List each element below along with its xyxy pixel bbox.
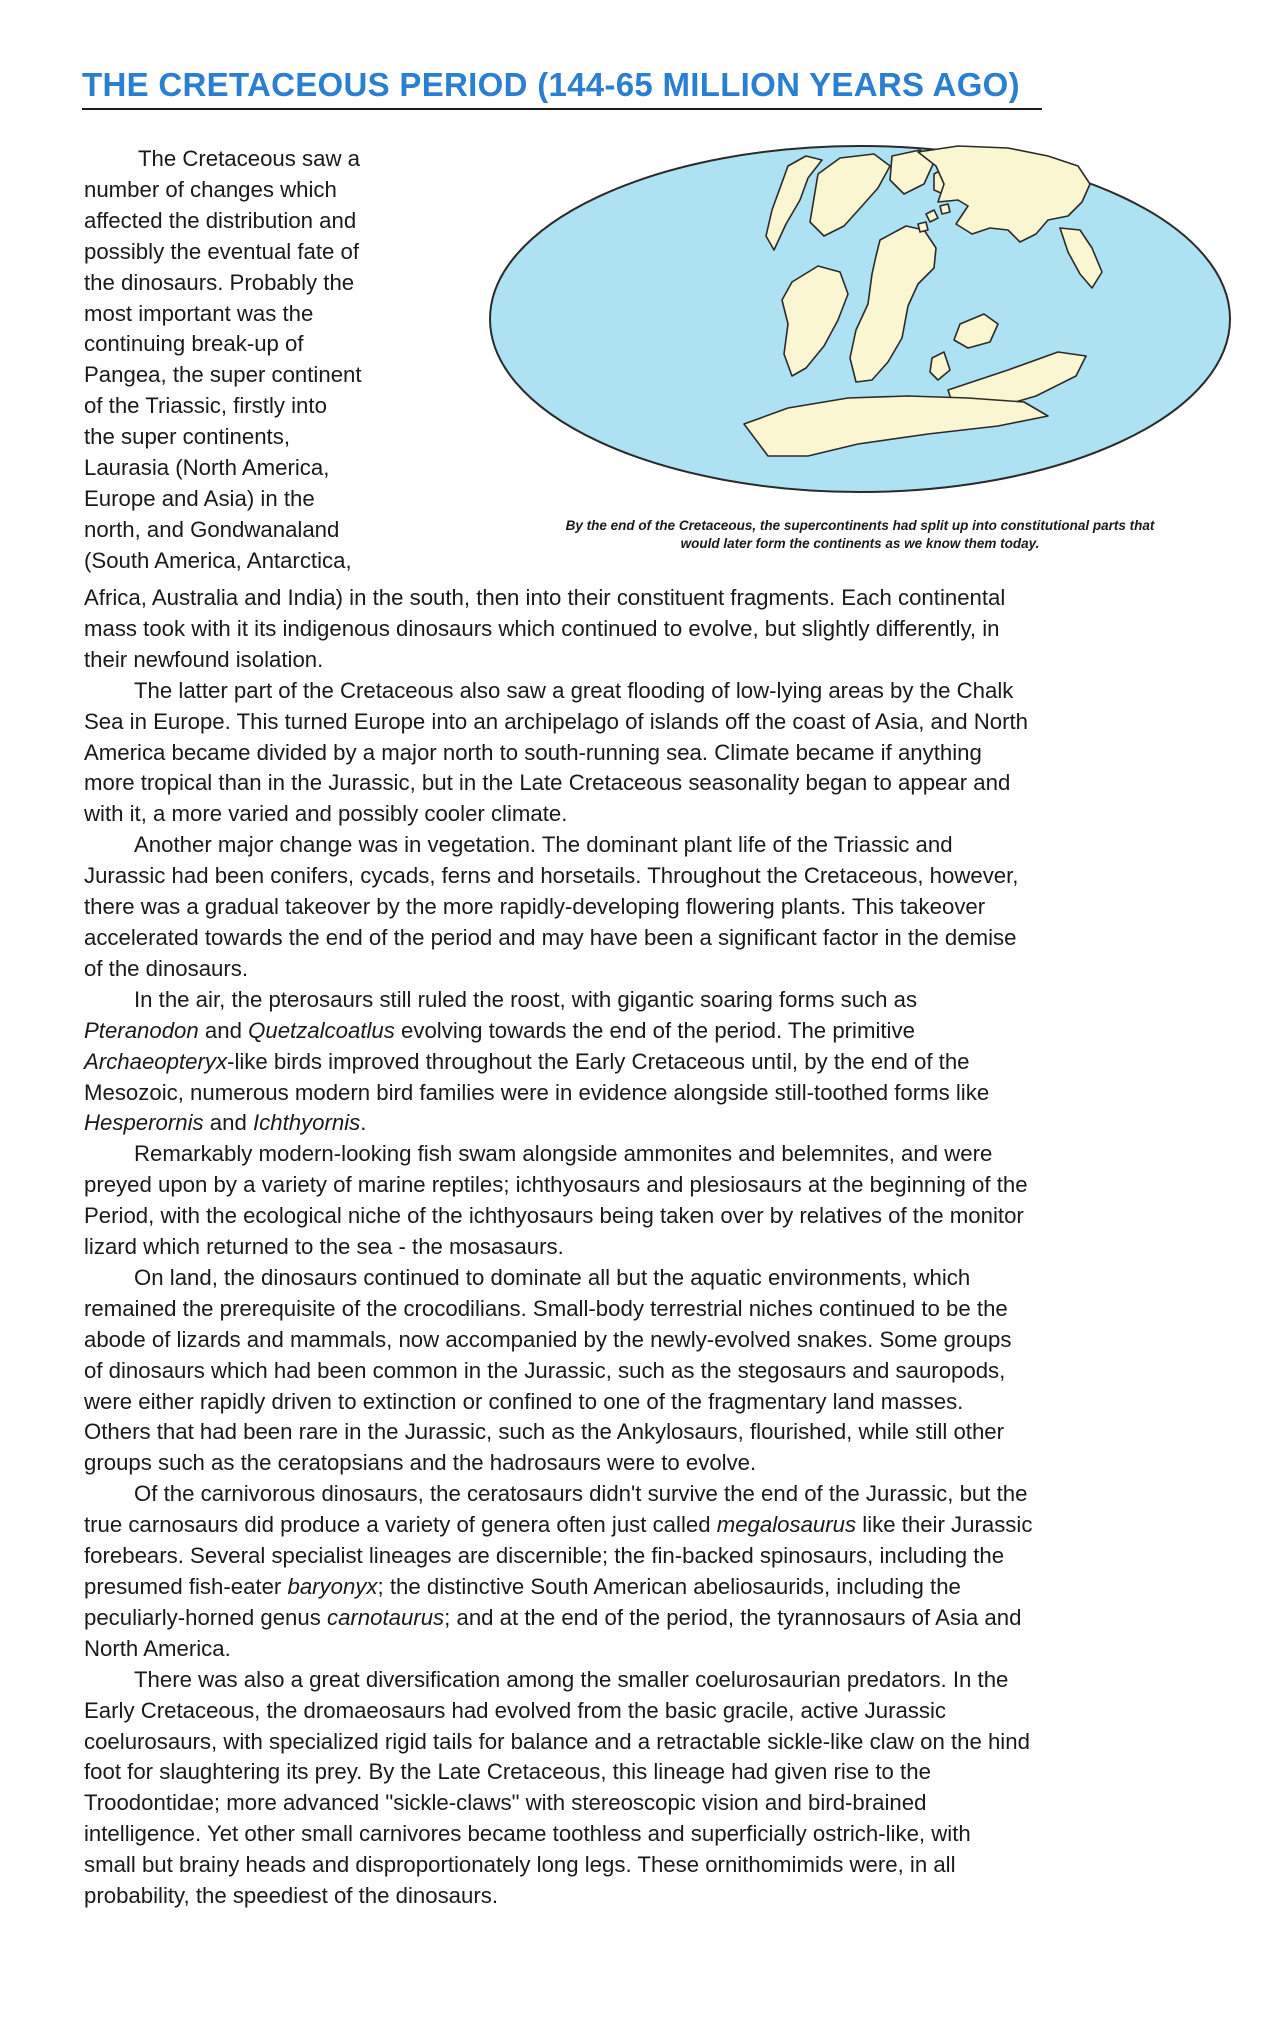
small-island-2 <box>940 204 950 214</box>
text-line: Sea in Europe. This turned Europe into an archipelago of islands off the coast of Asia, and North <box>84 708 1028 734</box>
text-line: Mesozoic, numerous modern bird families were in evidence alongside still-toothed forms like <box>84 1079 990 1105</box>
text-line: probability, the speediest of the dinosaurs. <box>84 1883 499 1909</box>
text-line: The Cretaceous saw a <box>138 146 360 171</box>
text-span: -like birds improved throughout the Early Cretaceous until, by the end of the <box>227 1048 970 1074</box>
text-line: more tropical than in the Jurassic, but in the Late Cretaceous seasonality began to appear and <box>84 770 1011 796</box>
text-line: of dinosaurs which had been common in the Jurassic, such as the stegosaurs and sauropods, <box>84 1357 1006 1383</box>
text-span: evolving towards the end of the period. The primitive <box>394 1017 915 1043</box>
text-span: and <box>203 1110 253 1136</box>
text-line: lizard which returned to the sea - the mosasaurs. <box>84 1234 564 1260</box>
text-line <box>84 1016 1234 1047</box>
text-line: On land, the dinosaurs continued to dominate all but the aquatic environments, which <box>134 1264 971 1290</box>
taxon-name: carnotaurus <box>326 1604 445 1630</box>
text-span: ; the distinctive South American abeliosaurids, including the <box>377 1574 961 1599</box>
caption-line: would later form the continents as we know them today. <box>680 536 1040 551</box>
text-line: affected the distribution and <box>84 207 357 233</box>
text-line: America became divided by a major north to south-running sea. Climate became if anything <box>84 739 982 765</box>
text-span: presumed fish-eater <box>84 1574 288 1599</box>
text-line: Early Cretaceous, the dromaeosaurs had evolved from the basic gracile, active Jurassic <box>84 1697 947 1723</box>
text-span: true carnosaurs did produce a variety of genera often just called <box>84 1512 717 1538</box>
taxon-name: Pteranodon <box>84 1017 199 1043</box>
text-line: Period, with the ecological niche of the ichthyosaurs being taken over by relatives of the monitor <box>84 1203 1024 1229</box>
text-line: groups such as the ceratopsians and the hadrosaurs were to evolve. <box>84 1450 757 1476</box>
text-line: Of the carnivorous dinosaurs, the ceratosaurs didn't survive the end of the Jurassic, but the <box>134 1481 1028 1507</box>
text-line: most important was the <box>84 300 314 326</box>
text-line <box>84 1603 1234 1634</box>
article-body <box>84 583 1234 1912</box>
taxon-name: baryonyx <box>287 1574 378 1599</box>
text-line: Africa, Australia and India) in the south, then into their constituent fragments. Each continental <box>84 585 1006 610</box>
text-line: (South America, Antarctica, <box>84 547 352 573</box>
text-line <box>84 1108 1234 1139</box>
caption-line: By the end of the Cretaceous, the supercontinents had split up into constitutional parts that <box>565 518 1155 533</box>
text-line <box>84 1510 1234 1541</box>
text-line: were either rapidly driven to extinction or confined to one of the fragmentary land masses. <box>84 1388 964 1414</box>
text-line: accelerated towards the end of the period and may have been a significant factor in the demise <box>84 924 1017 950</box>
text-line: Troodontidae; more advanced "sickle-claws" with stereoscopic vision and bird-brained <box>84 1790 927 1816</box>
text-span: . <box>360 1110 367 1136</box>
taxon-name: Ichthyornis <box>252 1110 361 1136</box>
text-line: the super continents, <box>84 424 290 450</box>
text-line: with it, a more varied and possibly cooler climate. <box>84 801 568 827</box>
text-span: peculiarly-horned genus <box>84 1604 327 1630</box>
taxon-name: Archaeopteryx <box>84 1048 228 1074</box>
text-line: there was a gradual takeover by the more rapidly-developing flowering plants. This takeover <box>84 894 986 920</box>
small-island-3 <box>918 222 928 232</box>
text-span: ; and at the end of the period, the tyrannosaurs of Asia and <box>444 1604 1022 1630</box>
text-line: forebears. Several specialist lineages are discernible; the fin-backed spinosaurs, including the <box>84 1543 1005 1569</box>
text-line: of the Triassic, firstly into <box>84 393 327 419</box>
text-span: like their Jurassic <box>856 1512 1033 1538</box>
text-line: There was also a great diversification among the smaller coelurosaurian predators. In the <box>134 1666 1009 1692</box>
text-line: coelurosaurs, with specialized rigid tails for balance and a retractable sickle-like claw on the hind <box>84 1728 1030 1754</box>
cretaceous-world-map <box>488 144 1232 494</box>
taxon-name: Quetzalcoatlus <box>248 1017 395 1043</box>
text-line: intelligence. Yet other small carnivores became toothless and superficially ostrich-like, with <box>84 1821 971 1847</box>
text-line: abode of lizards and mammals, now accompanied by the newly-evolved snakes. Some groups <box>84 1326 1012 1352</box>
text-line: Another major change was in vegetation. The dominant plant life of the Triassic and <box>134 832 953 858</box>
intro-paragraph <box>84 144 430 577</box>
text-line: Europe and Asia) in the <box>84 485 315 511</box>
text-line: Jurassic had been conifers, cycads, ferns and horsetails. Throughout the Cretaceous, however, <box>84 863 1019 889</box>
page-title: THE CRETACEOUS PERIOD (144-65 MILLION YEARS AGO) <box>82 66 1020 103</box>
text-line: In the air, the pterosaurs still ruled the roost, with gigantic soaring forms such as <box>134 986 918 1012</box>
text-line: preyed upon by a variety of marine reptiles; ichthyosaurs and plesiosaurs at the beginning of the <box>84 1172 1028 1198</box>
text-line: The latter part of the Cretaceous also saw a great flooding of low-lying areas by the Chalk <box>134 677 1014 703</box>
text-line: North America. <box>84 1635 231 1661</box>
text-line: the dinosaurs. Probably the <box>84 269 355 295</box>
text-span: and <box>198 1017 249 1043</box>
taxon-name: megalosaurus <box>716 1512 857 1538</box>
title-rule <box>82 108 1042 110</box>
text-line: mass took with it its indigenous dinosaurs which continued to evolve, but slightly differently, in <box>84 615 1000 641</box>
text-line: north, and Gondwanaland <box>84 516 340 542</box>
text-line: small but brainy heads and disproportionately long legs. These ornithomimids were, in all <box>84 1852 956 1878</box>
text-line: continuing break-up of <box>84 331 304 357</box>
text-line: possibly the eventual fate of <box>84 238 360 264</box>
text-line: Laurasia (North America, <box>84 455 330 481</box>
taxon-name: Hesperornis <box>84 1110 204 1136</box>
text-line: their newfound isolation. <box>84 646 324 672</box>
text-line: number of changes which <box>84 176 337 202</box>
text-line <box>84 1572 1234 1603</box>
text-line: remained the prerequisite of the crocodilians. Small-body terrestrial niches continued to be the <box>84 1295 1008 1321</box>
text-line: foot for slaughtering its prey. By the Late Cretaceous, this lineage had given rise to the <box>84 1759 931 1785</box>
map-caption <box>486 517 1234 553</box>
text-line: Pangea, the super continent <box>84 362 362 388</box>
text-line: Others that had been rare in the Jurassic, such as the Ankylosaurs, flourished, while still other <box>84 1419 1005 1445</box>
text-line: of the dinosaurs. <box>84 955 249 981</box>
text-line <box>84 1047 1234 1078</box>
text-line: Remarkably modern-looking fish swam alongside ammonites and belemnites, and were <box>134 1141 993 1167</box>
